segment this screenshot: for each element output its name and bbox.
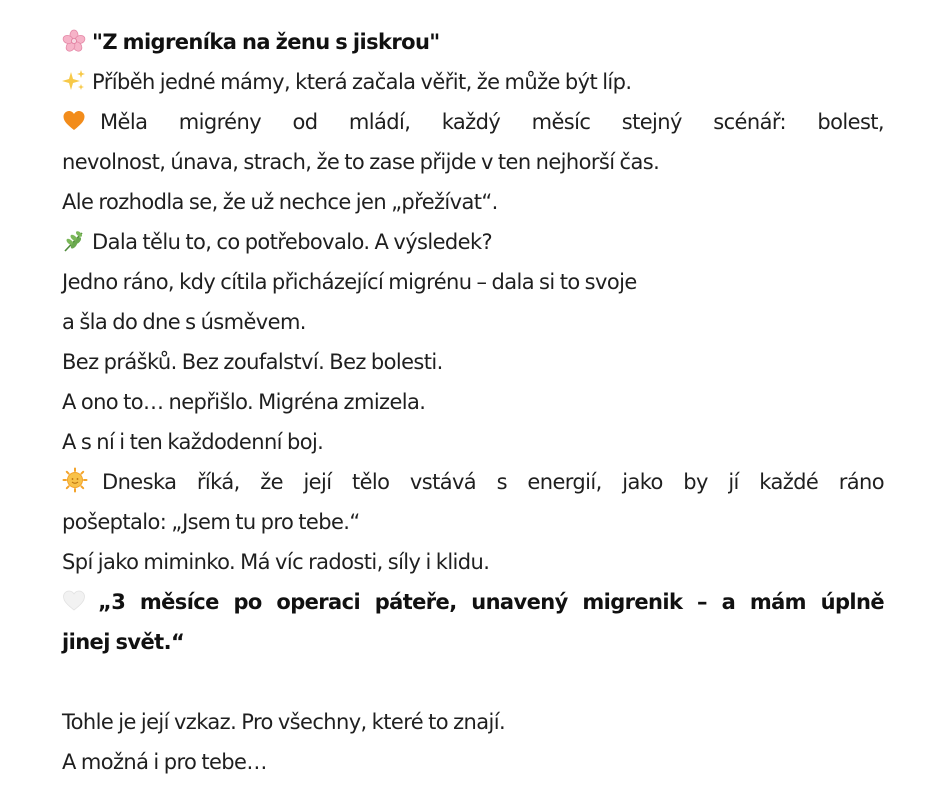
orange-heart-icon <box>62 106 100 146</box>
body-text: Dala tělu to, co potřebovalo. A výsledek? <box>92 230 493 254</box>
white-heart-icon <box>62 586 98 626</box>
post-title-line <box>62 22 884 62</box>
cherry-blossom-icon <box>62 26 92 66</box>
post-body <box>62 22 884 782</box>
decided-text: Ale rozhodla se, že už nechce jen „přežívat“. <box>62 190 498 214</box>
migraines-line-1 <box>62 102 884 142</box>
today-line-1 <box>62 462 884 502</box>
intro-text: Příběh jedné mámy, která začala věřit, že může být líp. <box>92 70 632 94</box>
quote-line-2 <box>62 622 884 662</box>
today-paragraph <box>62 462 884 542</box>
herb-icon <box>62 226 92 266</box>
morning-line-2 <box>62 302 884 342</box>
closing-line-2 <box>62 742 884 782</box>
migraines-line-2 <box>62 142 884 182</box>
no-pills-text: Bez prášků. Bez zoufalství. Bez bolesti. <box>62 350 443 374</box>
quote-line-1 <box>62 582 884 622</box>
sleep-text: Spí jako miminko. Má víc radosti, síly i klidu. <box>62 550 490 574</box>
daily-fight-line <box>62 422 884 462</box>
quote-text-1: „3 měsíce po operaci páteře, unavený migrenik – a mám úplně <box>98 590 884 614</box>
sleep-line <box>62 542 884 582</box>
closing-line-1 <box>62 702 884 742</box>
migraines-text-2: nevolnost, únava, strach, že to zase přijde v ten nejhorší čas. <box>62 150 660 174</box>
morning-text-2: a šla do dne s úsměvem. <box>62 310 306 334</box>
closing-text-2: A možná i pro tebe… <box>62 750 267 774</box>
migraines-paragraph <box>62 102 884 182</box>
today-text-1: Dneska říká, že její tělo vstává s energií, jako by jí každé ráno <box>102 470 884 494</box>
decided-line <box>62 182 884 222</box>
daily-fight-text: A s ní i ten každodenní boj. <box>62 430 324 454</box>
paragraph-gap <box>62 662 884 702</box>
closing-text-1: Tohle je její vzkaz. Pro všechny, které to znají. <box>62 710 506 734</box>
morning-line-1 <box>62 262 884 302</box>
today-text-2: pošeptalo: „Jsem tu pro tebe.“ <box>62 510 360 534</box>
sun-with-face-icon <box>62 466 102 506</box>
quote-paragraph <box>62 582 884 662</box>
sparkles-icon <box>62 66 92 106</box>
didnt-come-line <box>62 382 884 422</box>
body-line <box>62 222 884 262</box>
morning-text-1: Jedno ráno, kdy cítila přicházející migrénu – dala si to svoje <box>62 270 637 294</box>
didnt-come-text: A ono to… nepřišlo. Migréna zmizela. <box>62 390 426 414</box>
post-title: "Z migreníka na ženu s jiskrou" <box>92 30 440 54</box>
quote-text-2: jinej svět.“ <box>62 630 185 654</box>
today-line-2 <box>62 502 884 542</box>
intro-line <box>62 62 884 102</box>
no-pills-line <box>62 342 884 382</box>
migraines-text-1: Měla migrény od mládí, každý měsíc stejný scénář: bolest, <box>100 110 884 134</box>
